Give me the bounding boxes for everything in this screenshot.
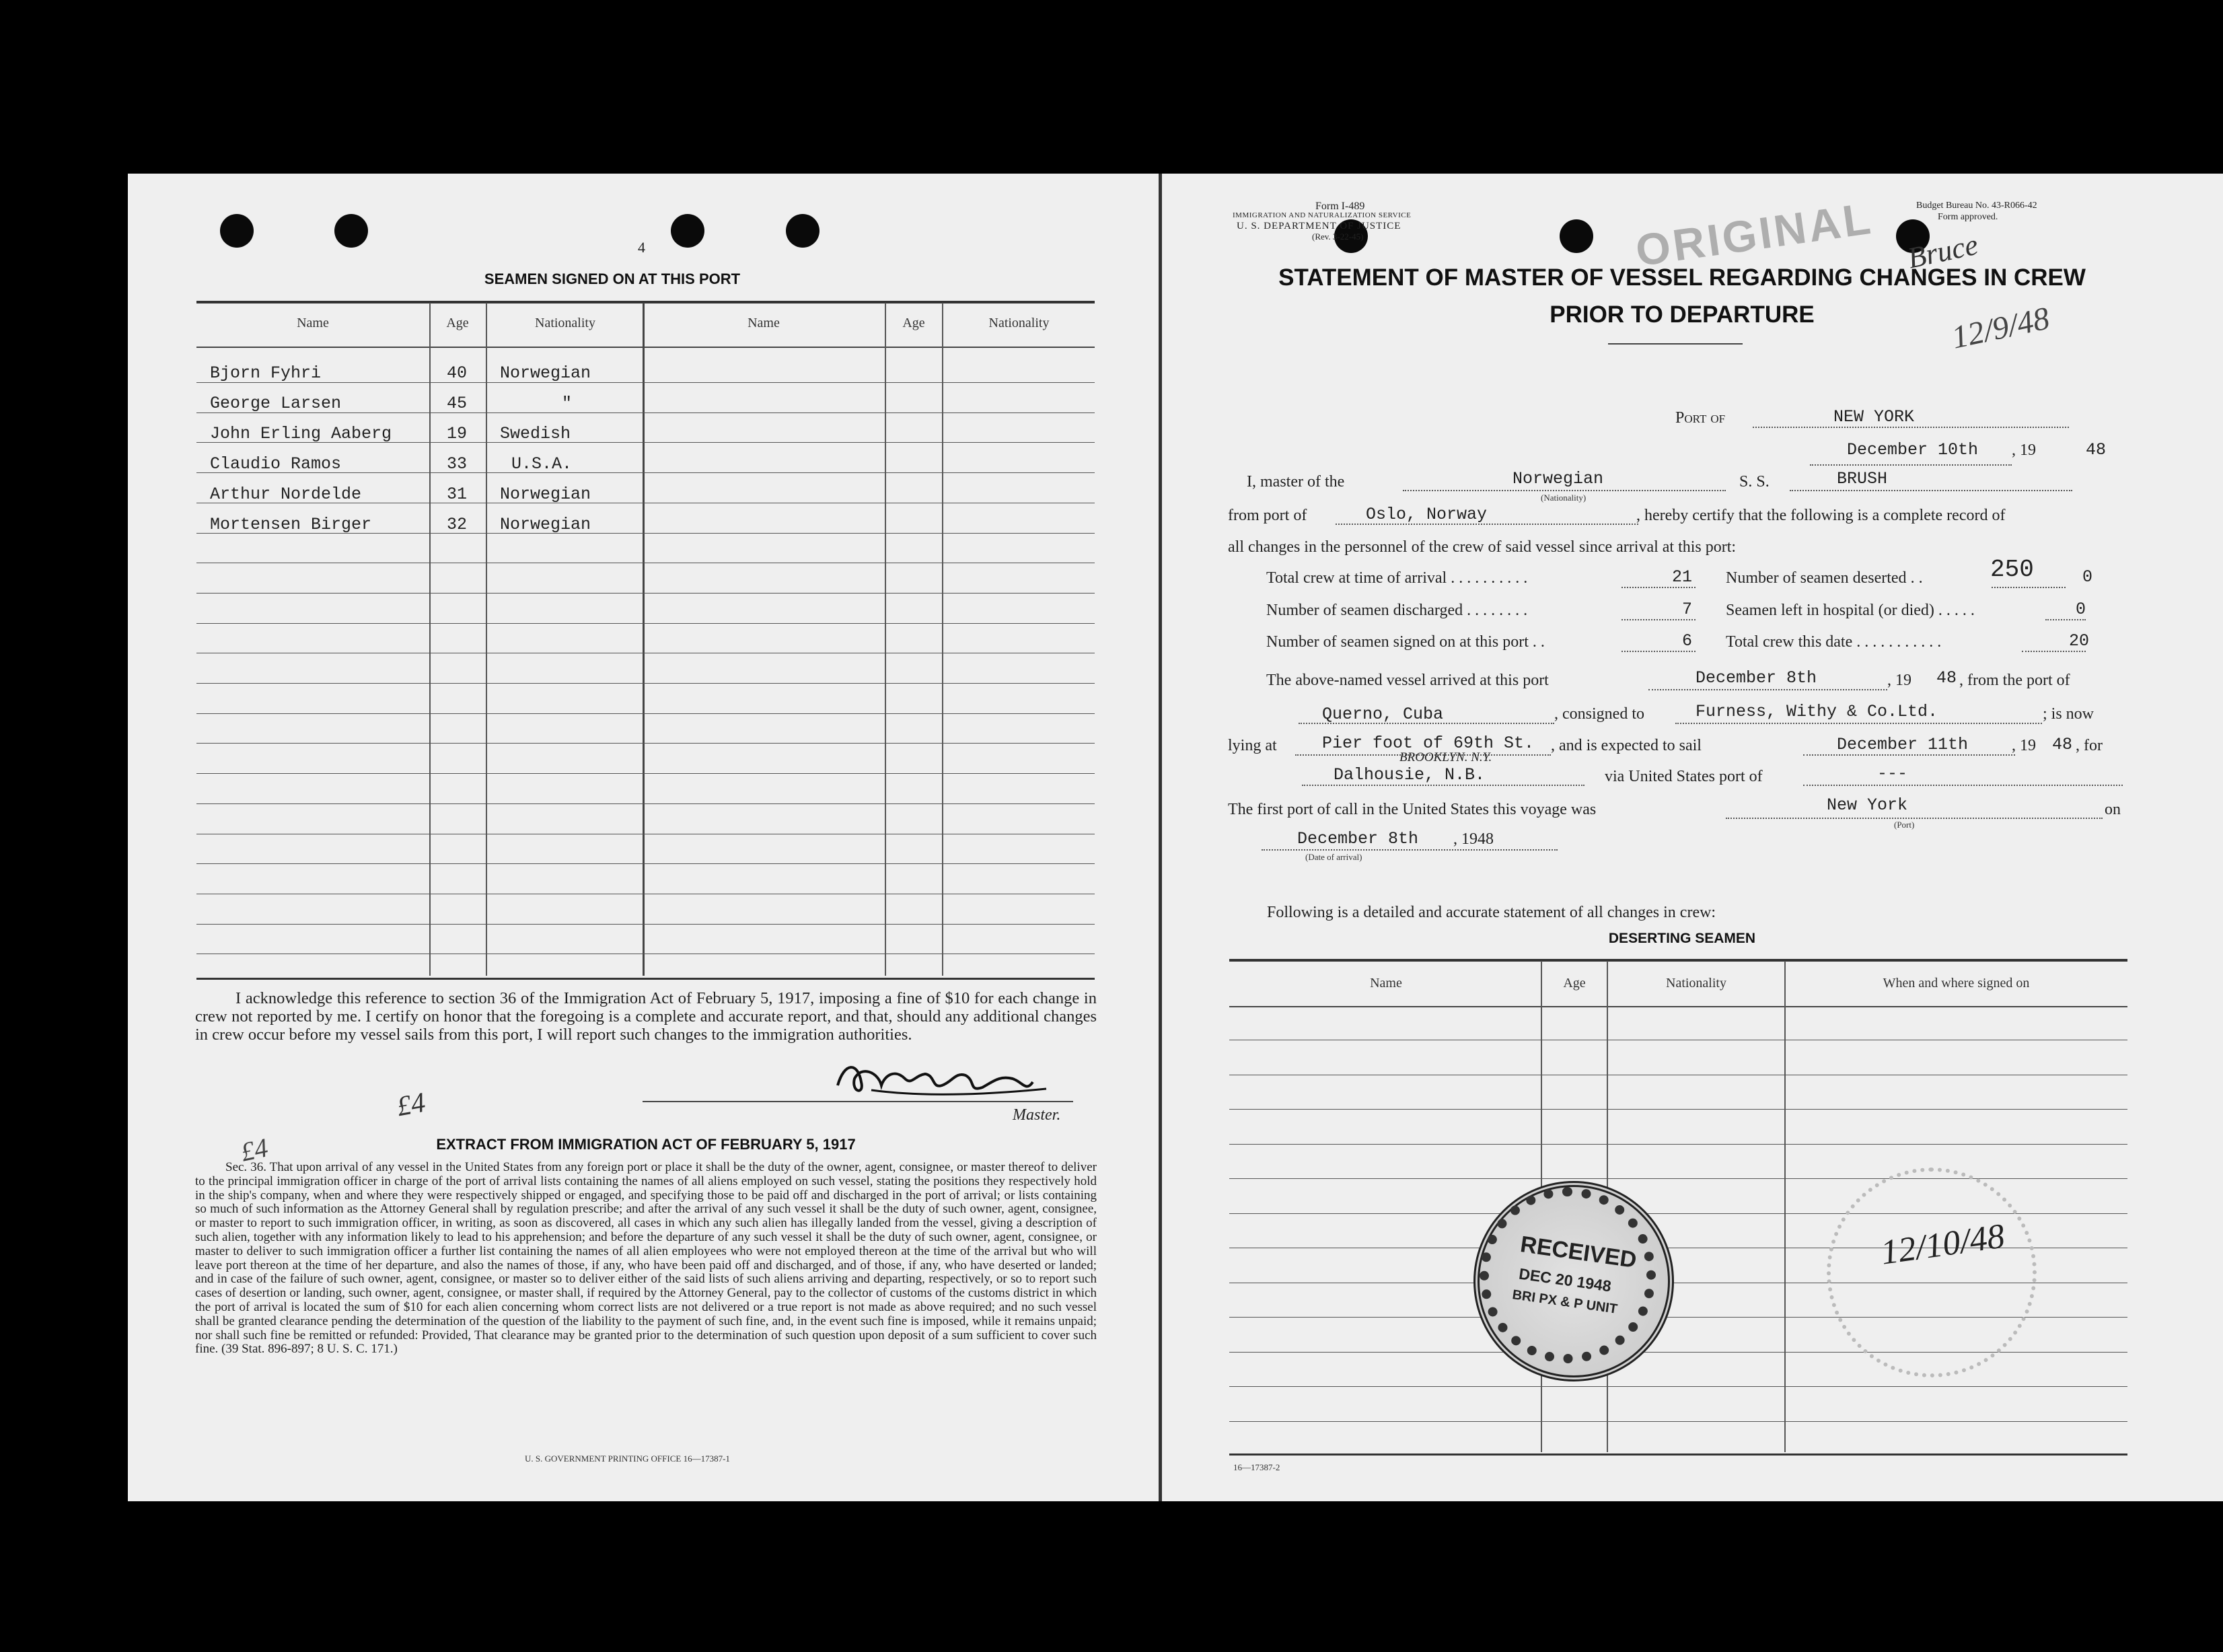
table-header-rule: [196, 347, 1095, 348]
first-port-text: The first port of call in the United States this voyage was: [1228, 801, 1597, 818]
first-port-field: [1726, 818, 2103, 819]
form-number: Form I-489: [1315, 201, 1365, 212]
table-row-rule: [1229, 1421, 2127, 1422]
deserted-label: Number of seamen deserted . .: [1726, 569, 1923, 587]
seaman-nationality: U.S.A.: [511, 454, 573, 474]
printer-note-left: U. S. GOVERNMENT PRINTING OFFICE 16—17387-1: [525, 1453, 730, 1464]
table-bottom-rule: [196, 978, 1095, 980]
handwritten-initials: Bruce: [1905, 227, 1981, 275]
first-arrival-year: , 1948: [1453, 830, 1494, 848]
master-label: Master.: [1013, 1106, 1061, 1124]
port-field: [1753, 427, 2069, 428]
seaman-nationality: Swedish: [500, 424, 571, 443]
seaman-age: 31: [447, 484, 468, 504]
deserting-col-nationality: Nationality: [1666, 976, 1726, 991]
table-row-rule: [196, 382, 1095, 383]
seaman-nationality: Norwegian: [500, 515, 591, 534]
hospital-label: Seamen left in hospital (or died) . . . . .: [1726, 602, 1975, 619]
form-title-line-2: PRIOR TO DEPARTURE: [1550, 301, 1815, 328]
seaman-name: George Larsen: [210, 394, 342, 413]
agency-line-1: IMMIGRATION AND NATURALIZATION SERVICE: [1233, 211, 1412, 219]
handwritten-stamp-date: 12/10/48: [1878, 1217, 2007, 1272]
col-name-2: Name: [748, 316, 780, 330]
date-value: December 10th: [1847, 440, 1979, 460]
arrival-year-value: 48: [1936, 668, 1957, 688]
hospital-field: [2045, 619, 2086, 620]
for-label: , for: [2076, 737, 2103, 754]
master-signature-line: [643, 1101, 1073, 1102]
year-value: 48: [2086, 440, 2107, 460]
acknowledgement-text: I acknowledge this reference to section 36 of the Immigration Act of February 5, 1917, imposing a fine of $10 for each change in crew not reported by me. I certify on honor that the foregoing is a complete and accurate report, and that, should any additional changes in crew occur before my vessel sails from this port, I will report such changes to the immigration authorities.: [195, 989, 1097, 1044]
consigned-to-label: , consigned to: [1554, 705, 1644, 723]
table-row-rule: [196, 593, 1095, 594]
page-number: 4: [638, 239, 645, 256]
table-row-rule: [196, 773, 1095, 774]
col-divider: [486, 303, 487, 976]
table-row-rule: [196, 924, 1095, 925]
vessel-value: BRUSH: [1837, 469, 1888, 489]
from-the-port-of: , from the port of: [1959, 672, 2070, 689]
seaman-nationality: Norwegian: [500, 363, 591, 383]
col-name: Name: [297, 316, 329, 330]
margin-mark-2: £4: [238, 1132, 271, 1168]
signed-on-label: Number of seamen signed on at this port . .: [1266, 633, 1545, 651]
port-of-label: Port of: [1675, 409, 1726, 427]
signed-on-field: [1621, 651, 1696, 652]
col-divider: [942, 303, 943, 976]
nationality-value: Norwegian: [1513, 469, 1604, 489]
table-row-rule: [1229, 1109, 2127, 1110]
extract-text: Sec. 36. That upon arrival of any vessel in the United States from any foreign port or place it shall be the duty of the owner, agent, consignee, or master thereof to deliver to the principal immigration officer in charge of the port of arrival lists containing the names of all aliens employed on such vessel, stating the positions they respectively hold in the ship's company, when and where they were respectively shipped or engaged, and specifying those to be paid off and discharged in the port of arrival; or lists containing so much of such information as the Attorney General shall by regulation prescribe; and after the arrival of any such vessel it shall be the duty of such owner, agent, consignee, or master to report to such immigration officer, in writing, as soon as discovered, all cases in which any such alien has illegally landed from the vessel, giving a description of such alien, together with any information likely to lead to his apprehension; and before the departure of any such vessel it shall be the duty of such owner, agent, consignee, or master to deliver to such immigration officer a further list containing the names of all alien employees who were not employed thereon at the time of the arrival but who will leave port thereon at the time of her departure, and also the names of those, if any, who have been paid off and discharged, and of those, if any, who have deserted or landed; and in case of the failure of such owner, agent, consignee, or master so to deliver either of the said lists of such aliens arriving and departing, respectively, or so to report such cases of desertion or landing, such owner, agent, consignee, or master shall, if required by the Attorney General, pay to the collector of customs of the customs district in which the port of arrival is located the sum of $10 for each alien concerning whom correct lists are not delivered or a true report is not made as above required; and no such vessel shall be granted clearance pending the determination of the question of the liability to the payment of such fine, and, in the event such fine is imposed, while it remains unpaid; nor shall such fine be remitted or refunded: Provided, That clearance may be granted prior to the determination of such question upon deposit of a sum sufficient to cover such fine. (39 Stat. 896-897; 8 U. S. C. 171.): [195, 1160, 1097, 1357]
master-of-label: I, master of the: [1247, 473, 1345, 491]
table-row-rule: [196, 803, 1095, 804]
total-crew-date-value: 20: [2069, 631, 2090, 651]
sail-date-field: [1803, 754, 2015, 756]
table-row-rule: [1229, 1178, 2127, 1179]
deserted-annotation: 250: [1990, 556, 2034, 583]
col-divider: [429, 303, 431, 976]
printer-note-right: 16—17387-2: [1233, 1462, 1280, 1472]
nationality-field: [1403, 490, 1726, 491]
hospital-value: 0: [2076, 600, 2086, 619]
seaman-name: John Erling Aaberg: [210, 424, 392, 443]
deserting-top-rule: [1229, 959, 2127, 962]
deserting-col-when-where: When and where signed on: [1883, 976, 2030, 991]
seaman-name: Bjorn Fyhri: [210, 363, 322, 383]
seaman-age: 33: [447, 454, 468, 474]
master-signature: [831, 1055, 1073, 1102]
punch-hole: [1560, 219, 1593, 253]
deserting-col-age: Age: [1563, 976, 1586, 991]
sail-year-value: 48: [2052, 735, 2073, 754]
deserting-col-name: Name: [1370, 976, 1402, 991]
table-row-rule: [196, 863, 1095, 864]
handwritten-date: 12/9/48: [1948, 300, 2053, 356]
arrived-text: The above-named vessel arrived at this port: [1266, 672, 1549, 689]
sail-year-prefix: , 19: [2012, 737, 2036, 754]
arrival-year-prefix: , 19: [1887, 672, 1911, 689]
via-label: via United States port of: [1605, 768, 1763, 785]
table-row-rule: [1229, 1386, 2127, 1387]
lying-at-label: lying at: [1228, 737, 1277, 754]
destination-value: Dalhousie, N.B.: [1334, 765, 1486, 785]
is-now-label: ; is now: [2043, 705, 2094, 723]
table-row-rule: [196, 683, 1095, 684]
from-port-value: Oslo, Norway: [1366, 505, 1488, 524]
vessel-field: [1790, 490, 2072, 491]
extract-title: EXTRACT FROM IMMIGRATION ACT OF FEBRUARY 5, 1917: [436, 1136, 856, 1153]
port-value: NEW YORK: [1833, 407, 1915, 427]
port-caption: (Port): [1894, 820, 1915, 830]
agency-line-2: U. S. DEPARTMENT OF JUSTICE: [1237, 221, 1401, 231]
seaman-age: 45: [447, 394, 468, 413]
col-age: Age: [446, 316, 469, 330]
punch-hole: [786, 214, 819, 248]
deserting-bottom-rule: [1229, 1453, 2127, 1456]
total-crew-arrival-field: [1621, 587, 1696, 588]
seaman-nationality: Norwegian: [500, 484, 591, 504]
from-port-label: from port of: [1228, 507, 1307, 524]
punch-hole: [671, 214, 704, 248]
via-port-field: [1803, 785, 2123, 786]
total-crew-arrival-label: Total crew at time of arrival . . . . . . . . . .: [1266, 569, 1528, 587]
first-arrival-value: December 8th: [1297, 829, 1419, 849]
seaman-name: Mortensen Birger: [210, 515, 372, 534]
title-underline: [1608, 343, 1743, 345]
faint-stamp: [1827, 1168, 2037, 1377]
lying-at-value: Pier foot of 69th St.: [1322, 733, 1535, 753]
sail-date-value: December 11th: [1837, 735, 1969, 754]
origin-port-value: Querno, Cuba: [1322, 705, 1444, 724]
via-port-value: ---: [1877, 764, 1908, 783]
margin-mark: £4: [394, 1087, 428, 1123]
ss-label: S. S.: [1739, 473, 1770, 491]
first-port-value: New York: [1827, 795, 1908, 815]
signed-on-value: 6: [1682, 631, 1693, 651]
received-stamp-unit: BRI PX & P UNIT: [1511, 1287, 1619, 1317]
table-top-rule: [196, 301, 1095, 303]
table-row-rule: [196, 623, 1095, 624]
seaman-age: 40: [447, 363, 468, 383]
seaman-nationality: ": [562, 394, 573, 413]
arrival-date-value: December 8th: [1696, 668, 1817, 688]
budget-line-2: Form approved.: [1938, 212, 1998, 222]
lying-at-note: BROOKLYN. N.Y.: [1399, 750, 1492, 764]
certify-text: , hereby certify that the following is a complete record of: [1636, 507, 2006, 524]
arrival-date-field: [1648, 689, 1887, 690]
deserting-title: DESERTING SEAMEN: [1608, 931, 1756, 946]
deserted-field: [1992, 587, 2066, 588]
date-field: [1810, 464, 2012, 466]
col-divider: [1784, 961, 1786, 1452]
consignee-field: [1675, 723, 2042, 724]
table-row-rule: [196, 713, 1095, 714]
seaman-name: Arthur Nordelde: [210, 484, 362, 504]
table-row-rule: [1229, 1144, 2127, 1145]
first-arrival-field: [1262, 849, 1558, 851]
received-stamp-label: RECEIVED: [1519, 1231, 1638, 1273]
col-divider: [885, 303, 886, 976]
nationality-caption: (Nationality): [1541, 493, 1587, 503]
year-prefix: , 19: [2012, 441, 2036, 459]
section-title: SEAMEN SIGNED ON AT THIS PORT: [484, 271, 741, 287]
original-stamp: ORIGINAL: [1632, 192, 1876, 276]
page-spine: [1159, 174, 1162, 1501]
form-title-line-1: STATEMENT OF MASTER OF VESSEL REGARDING CHANGES IN CREW: [1278, 264, 2086, 291]
date-caption: (Date of arrival): [1305, 852, 1362, 862]
total-crew-arrival-value: 21: [1672, 567, 1693, 587]
seaman-age: 32: [447, 515, 468, 534]
following-text: Following is a detailed and accurate statement of all changes in crew:: [1267, 904, 1716, 921]
received-stamp: [1473, 1181, 1674, 1381]
on-label: on: [2105, 801, 2121, 818]
total-crew-date-field: [2022, 651, 2086, 652]
received-stamp-date: DEC 20 1948: [1517, 1264, 1613, 1295]
col-nationality: Nationality: [535, 316, 595, 330]
consignee-value: Furness, Withy & Co.Ltd.: [1696, 702, 1938, 721]
deserting-header-rule: [1229, 1006, 2127, 1007]
punch-hole: [334, 214, 368, 248]
destination-field: [1302, 785, 1584, 786]
col-nationality-2: Nationality: [988, 316, 1050, 330]
budget-line-1: Budget Bureau No. 43-R066-42: [1916, 201, 2037, 211]
col-divider: [643, 303, 645, 976]
seaman-name: Claudio Ramos: [210, 454, 342, 474]
punch-hole: [220, 214, 254, 248]
seaman-age: 19: [447, 424, 468, 443]
deserted-value: 0: [2082, 567, 2093, 587]
total-crew-date-label: Total crew this date . . . . . . . . . . .: [1726, 633, 1942, 651]
col-age-2: Age: [902, 316, 925, 330]
expected-sail-label: , and is expected to sail: [1551, 737, 1702, 754]
form-revision: (Rev. 3-22-45): [1312, 231, 1364, 242]
discharged-value: 7: [1682, 600, 1693, 619]
discharged-label: Number of seamen discharged . . . . . . . .: [1266, 602, 1528, 619]
discharged-field: [1621, 619, 1696, 620]
table-row-rule: [196, 743, 1095, 744]
all-changes-text: all changes in the personnel of the crew of said vessel since arrival at this port:: [1228, 538, 1737, 556]
